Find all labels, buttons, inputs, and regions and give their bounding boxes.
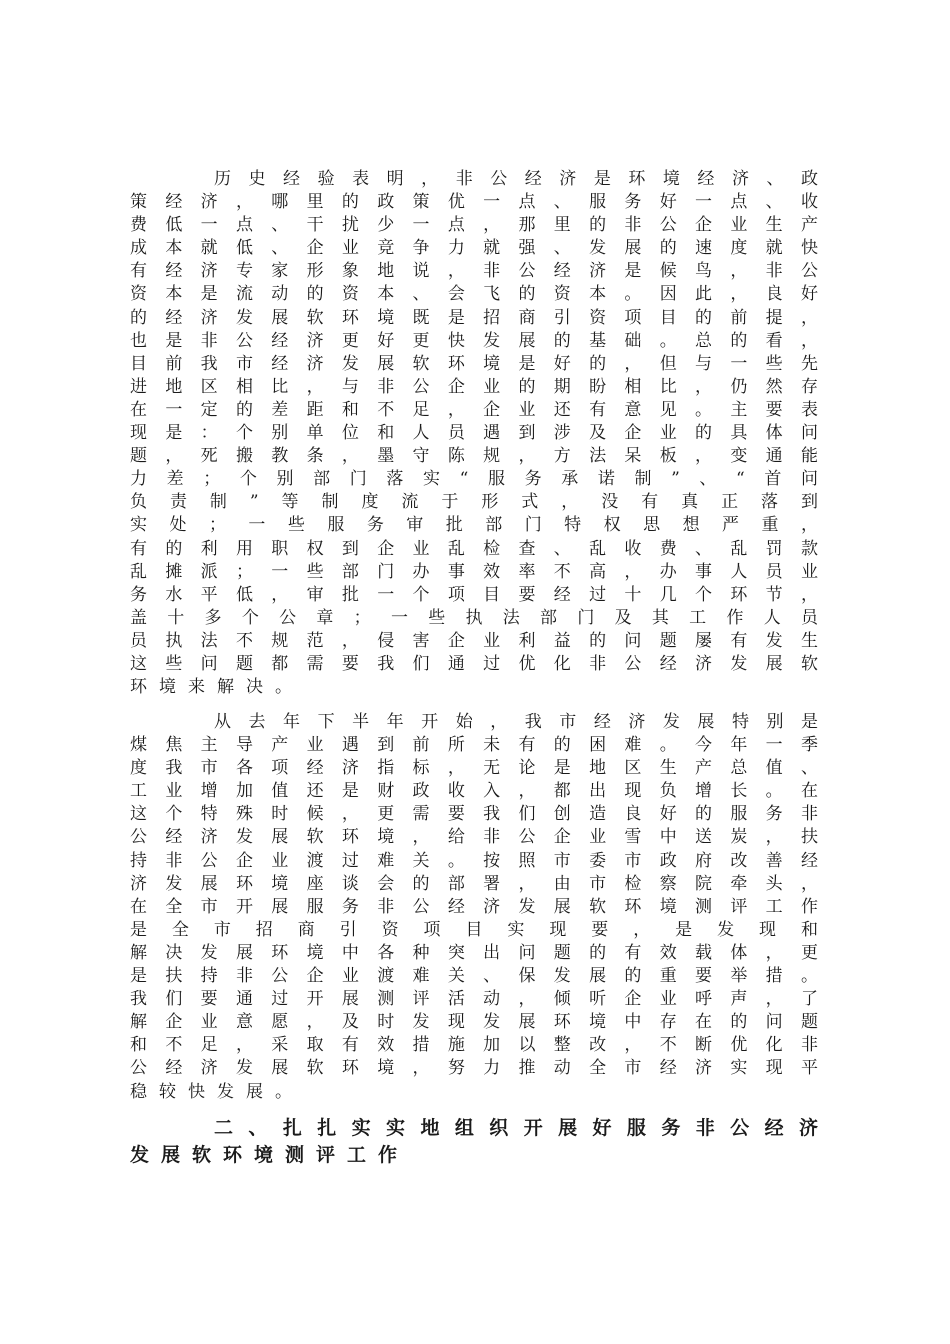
text-line: 实处；一些服务审批部门特权思想严重， [130,515,818,536]
text-line: 务水平低，审批一个项目要经过十几个环节， [130,584,818,605]
text-line: 成本就低、企业竞争力就强、发展的速度就快 [130,238,818,259]
text-line: 我们要通过开展测评活动，倾听企业呼声，了 [130,989,818,1010]
text-line: 工业增加值还是财政收入，都出现负增长。在 [130,781,818,802]
text-line: 也是非公经济更好更快发展的基础。总的看， [130,330,818,351]
text-line: 的经济发展软环境既是招商引资项目的前提， [130,307,818,328]
text-line: 煤焦主导产业遇到前所未有的困难。今年一季 [130,735,818,756]
text-line: 解企业意愿，及时发现发展环境中存在的问题 [130,1012,818,1033]
paragraph-history-experience [130,168,818,699]
text-line: 资本是流动的资本、会飞的资本。因此，良好 [130,284,818,305]
text-line: 度我市各项经济指标，无论是地区生产总值、 [130,758,818,779]
text-line: 题，死搬教条，墨守陈规，方法呆板，变通能 [130,446,818,467]
text-line: 解决发展环境中各种突出问题的有效载体，更 [130,942,818,963]
text-line: 是全市招商引资项目实现要，是发现和 [130,919,818,940]
text-line: 力差；个别部门落实“服务承诺制”、“首问 [130,469,818,490]
text-line: 在全市开展服务非公经济发展软环境测评工作 [130,896,818,917]
text-line: 环境来解决。 [130,677,304,698]
text-line: 乱摊派；一些部门办事效率不高，办事人员业 [130,561,818,582]
text-line: 稳较快发展。 [130,1081,304,1102]
text-line: 二、扎扎实实地组织开展好服务非公经济 [214,1117,818,1139]
section-heading [130,1115,818,1169]
text-line: 从去年下半年开始，我市经济发展特别是 [214,712,818,732]
text-line: 现是：个别单位和人员遇到涉及企业的具体问 [130,423,818,444]
text-line: 员执法不规范，侵害企业利益的问题屡有发生 [130,630,818,651]
text-line: 这些问题都需要我们通过优化非公经济发展软 [130,653,818,674]
text-line: 持非公企业渡过难关。按照市委市政府改善经 [130,850,818,871]
text-line: 有经济专家形象地说，非公经济是候鸟，非公 [130,261,818,282]
text-line: 策经济，哪里的政策优一点、服务好一点、收 [130,192,818,213]
text-line: 和不足，采取有效措施加以整改，不断优化非 [130,1035,818,1056]
text-line: 是扶持非公企业渡难关、保发展的重要举措。 [130,966,818,987]
text-line: 有的利用职权到企业乱检查、乱收费、乱罚款 [130,538,818,559]
text-line: 公经济发展软环境，给非公企业雪中送炭，扶 [130,827,818,848]
text-line: 进地区相比，与非公企业的期盼相比，仍然存 [130,376,818,397]
text-line: 济发展环境座谈会的部署，由市检察院牵头， [130,873,818,894]
text-line: 发展软环境测评工作 [130,1144,410,1166]
text-line: 历史经验表明，非公经济是环境经济、政 [214,169,818,189]
text-line: 公经济发展软环境，努力推动全市经济实现平 [130,1058,818,1079]
text-line: 费低一点、干扰少一点，那里的非公企业生产 [130,215,818,236]
text-line: 这个特殊时候，更需要我们创造良好的服务非 [130,804,818,825]
text-line: 目前我市经济发展软环境是好的，但与一些先 [130,353,818,374]
paragraph-since-last-year [130,711,818,1104]
text-line: 盖十多个公章；一些执法部门及其工作人员 [130,607,818,628]
text-line: 在一定的差距和不足，企业还有意见。主要表 [130,399,818,420]
text-line: 负责制”等制度流于形式，没有真正落到 [130,492,818,513]
